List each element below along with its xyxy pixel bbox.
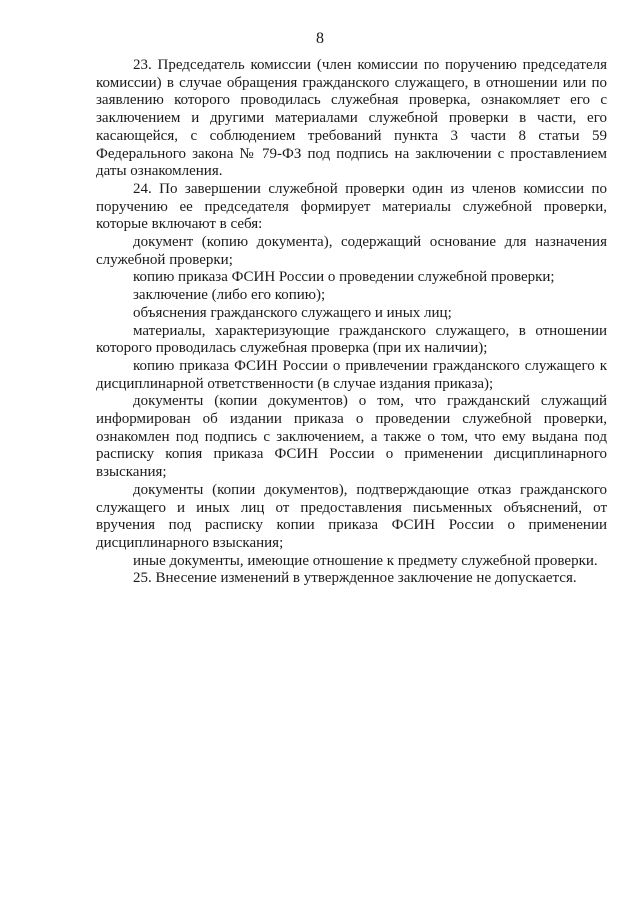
page-number: 8 — [316, 30, 324, 47]
list-item: документы (копии документов) о том, что гражданский служащий информирован об издании приказа о проведении служебной проверки, ознакомлен под подпись с заключением, а также о том, что ему выдана под расписку копия приказа ФСИН России о применении дисциплинарного взыскания; — [96, 393, 607, 481]
paragraph-24: 24. По завершении служебной проверки один из членов комиссии по поручению ее председателя формирует материалы служебной проверки, которые включают в себя: — [96, 180, 607, 233]
list-item: копию приказа ФСИН России о привлечении гражданского служащего к дисциплинарной ответственности (в случае издания приказа); — [96, 357, 607, 392]
list-item: копию приказа ФСИН России о проведении служебной проверки; — [133, 269, 555, 286]
paragraph-25: 25. Внесение изменений в утвержденное заключение не допускается. — [133, 570, 577, 587]
list-item: объяснения гражданского служащего и иных лиц; — [133, 304, 452, 321]
document-body — [96, 57, 607, 588]
list-item: иные документы, имеющие отношение к предмету служебной проверки. — [133, 552, 598, 569]
list-item: документ (копию документа), содержащий основание для назначения служебной проверки; — [96, 234, 607, 268]
list-item: заключение (либо его копию); — [133, 287, 326, 304]
list-item: материалы, характеризующие гражданского служащего, в отношении которого проводилась служебная проверка (при их наличии); — [96, 322, 607, 357]
paragraph-23: 23. Председатель комиссии (член комиссии по поручению председателя комиссии) в случае обращения гражданского служащего, в отношении или по заявлению которого проводилась служебная проверка, ознакомляет его с заключением и другими материалами служебной проверки в части, его касающейся, с соблюдением требований пункта 3 части 8 статьи 59 Федерального закона № 79-ФЗ под подпись на заключении с проставлением даты ознакомления. — [96, 57, 607, 180]
list-item: документы (копии документов), подтверждающие отказ гражданского служащего и иных лиц от предоставления письменных объяснений, от вручения под расписку копии приказа ФСИН России о применении дисциплинарного взыскания; — [96, 481, 607, 551]
